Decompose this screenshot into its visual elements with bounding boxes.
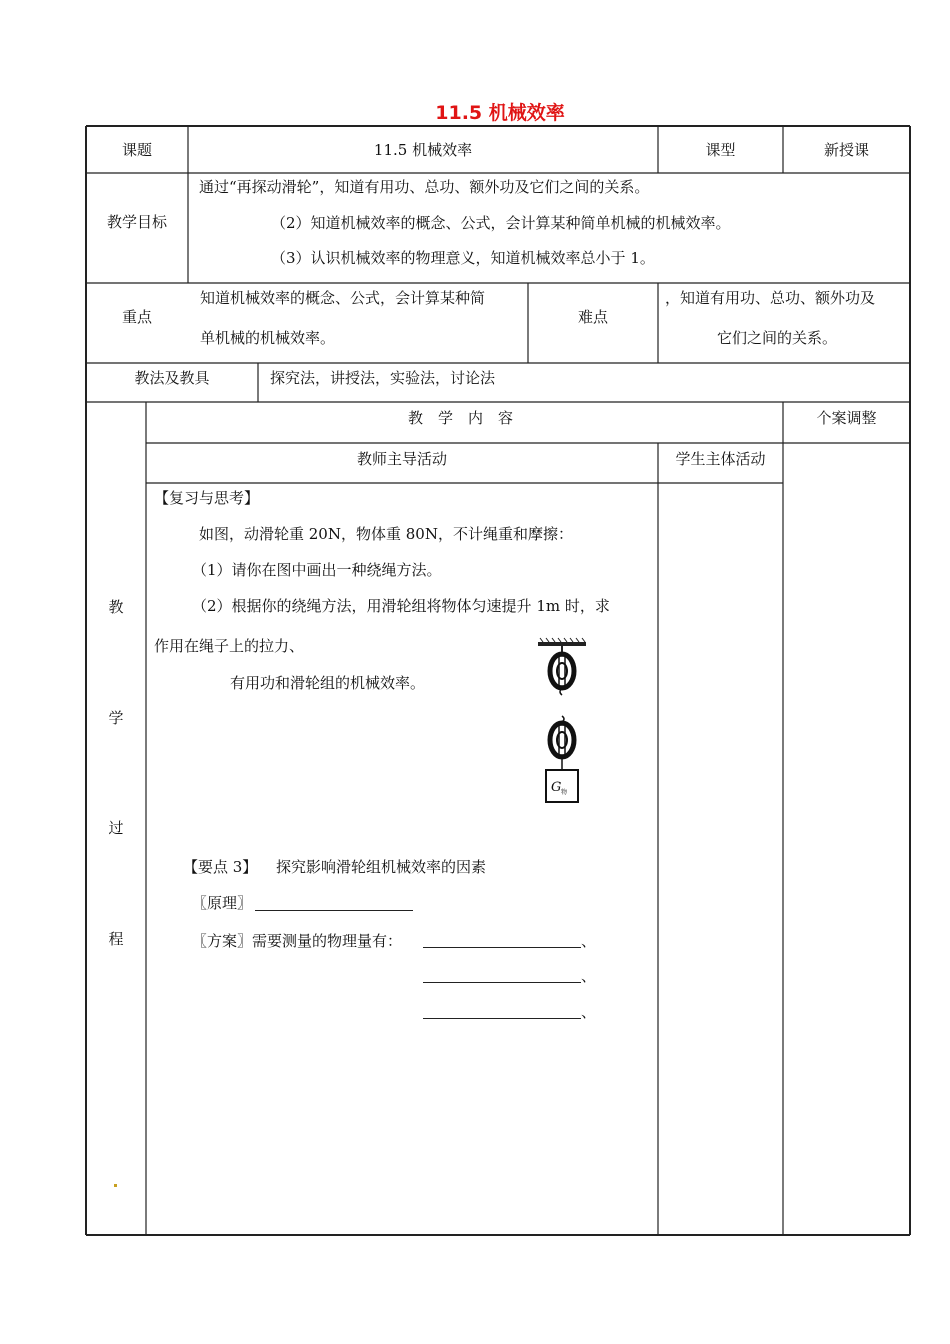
process-label-char-2: 学 [108, 709, 124, 727]
process-label-char-3: 过 [108, 819, 124, 837]
weight-label: G [551, 780, 562, 795]
key-line-1: 知道机械效率的概念、公式，会计算某种简 [200, 289, 486, 307]
label-topic: 课题 [121, 141, 152, 159]
difficulty-line-1: ，知道有用功、总功、额外功及 [665, 289, 876, 307]
method-value: 探究法，讲授法，实验法，讨论法 [270, 369, 496, 387]
plan-sep-1: 、 [581, 932, 597, 950]
review-line-2: （1）请你在图中画出一种绕绳方法。 [192, 561, 442, 579]
label-difficulty: 难点 [577, 308, 608, 326]
process-label-char-1: 教 [108, 598, 124, 616]
pulley-illustration [528, 636, 598, 806]
label-method: 教法及教具 [134, 369, 210, 387]
type-value: 新授课 [823, 141, 869, 159]
principle-blank[interactable] [255, 910, 413, 911]
label-type: 课型 [705, 141, 736, 159]
review-line-3: （2）根据你的绕绳方法，用滑轮组将物体匀速提升 1m 时，求 [192, 597, 610, 615]
goal-line-1: 通过“再探动滑轮”，知道有用功、总功、额外功及它们之间的关系。 [199, 178, 650, 196]
goal-line-3: （3）认识机械效率的物理意义，知道机械效率总小于 1。 [271, 249, 655, 267]
review-heading: 【复习与思考】 [154, 489, 260, 507]
pulley-diagram [528, 636, 598, 810]
review-line-1: 如图，动滑轮重 20N，物体重 80N，不计绳重和摩擦： [199, 525, 573, 543]
teacher-activity-header: 教师主导活动 [356, 450, 447, 468]
plan-blank-3[interactable] [423, 1018, 581, 1019]
stray-dot [114, 1184, 117, 1187]
keypoint3-heading: 【要点 3】 [183, 858, 258, 876]
plan-sep-3: 、 [581, 1003, 597, 1021]
keypoint3-title: 探究影响滑轮组机械效率的因素 [276, 858, 487, 876]
student-activity-header: 学生主体活动 [675, 450, 766, 468]
weight-subscript: 物 [561, 789, 568, 796]
goal-line-2: （2）知道机械效率的概念、公式，会计算某种简单机械的机械效率。 [271, 214, 731, 232]
review-line-4: 作用在绳子上的拉力、 [154, 637, 305, 655]
label-key: 重点 [121, 308, 152, 326]
key-line-2: 单机械的机械效率。 [200, 329, 336, 347]
case-adjust-header: 个案调整 [816, 409, 877, 427]
plan-sep-2: 、 [581, 967, 597, 985]
difficulty-line-2: 它们之间的关系。 [717, 329, 838, 347]
page-title: 11.5 机械效率 [435, 102, 565, 124]
label-goals: 教学目标 [106, 213, 167, 231]
principle-label: 〖原理〗 [192, 894, 253, 912]
content-header: 教 学 内 容 [408, 409, 514, 427]
review-line-5: 有用功和滑轮组的机械效率。 [230, 674, 426, 692]
plan-blank-2[interactable] [423, 982, 581, 983]
plan-blank-1[interactable] [423, 947, 581, 948]
plan-label: 〖方案〗需要测量的物理量有： [192, 932, 403, 950]
topic-value: 11.5 机械效率 [373, 141, 473, 159]
process-label-char-4: 程 [108, 930, 124, 948]
